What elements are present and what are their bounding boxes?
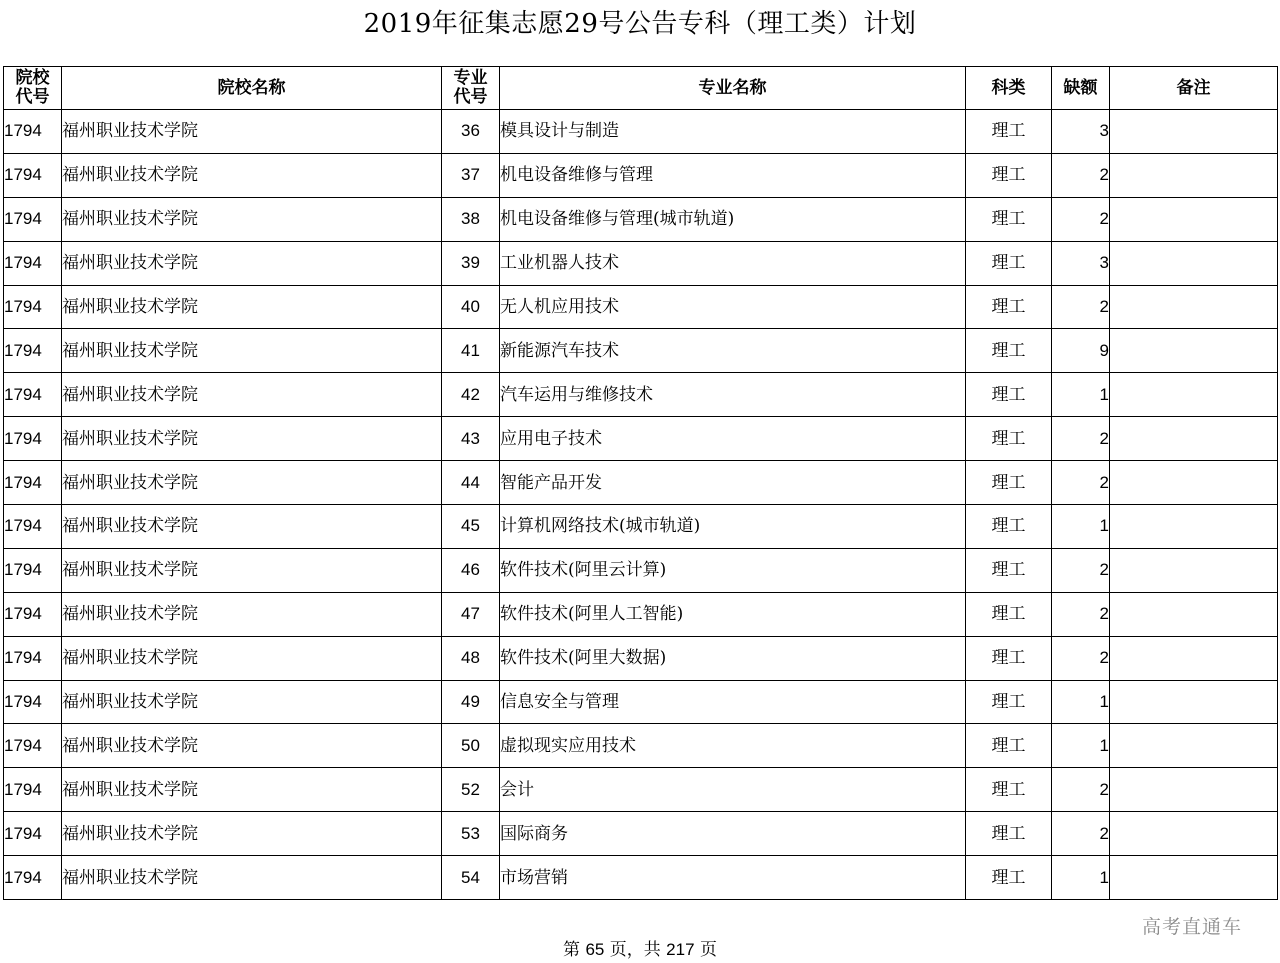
cell-major-name: 新能源汽车技术 xyxy=(500,329,966,373)
cell-school-code: 1794 xyxy=(4,505,62,549)
cell-vacancies: 1 xyxy=(1052,724,1110,768)
cell-major-name: 国际商务 xyxy=(500,812,966,856)
header-remarks: 备注 xyxy=(1110,67,1278,110)
cell-school-name: 福州职业技术学院 xyxy=(62,636,442,680)
cell-category: 理工 xyxy=(966,373,1052,417)
cell-school-code: 1794 xyxy=(4,680,62,724)
cell-major-name: 计算机网络技术(城市轨道) xyxy=(500,505,966,549)
cell-remarks xyxy=(1110,768,1278,812)
cell-school-code: 1794 xyxy=(4,636,62,680)
table-row xyxy=(4,461,1278,505)
cell-major-code: 43 xyxy=(442,417,500,461)
plan-table xyxy=(3,66,1278,900)
cell-school-code: 1794 xyxy=(4,461,62,505)
cell-major-name: 市场营销 xyxy=(500,856,966,900)
cell-major-name: 软件技术(阿里云计算) xyxy=(500,548,966,592)
cell-school-code: 1794 xyxy=(4,329,62,373)
cell-remarks xyxy=(1110,812,1278,856)
cell-category: 理工 xyxy=(966,197,1052,241)
page-footer xyxy=(0,938,1280,962)
cell-vacancies: 2 xyxy=(1052,768,1110,812)
cell-vacancies: 1 xyxy=(1052,856,1110,900)
table-header xyxy=(4,67,1278,110)
cell-major-name: 工业机器人技术 xyxy=(500,241,966,285)
cell-vacancies: 3 xyxy=(1052,110,1110,154)
cell-school-code: 1794 xyxy=(4,110,62,154)
watermark-text: 高考直通车 xyxy=(1142,916,1243,938)
cell-remarks xyxy=(1110,110,1278,154)
cell-category: 理工 xyxy=(966,724,1052,768)
cell-category: 理工 xyxy=(966,680,1052,724)
cell-vacancies: 2 xyxy=(1052,812,1110,856)
cell-remarks xyxy=(1110,285,1278,329)
header-school-code-line2: 代号 xyxy=(15,87,50,107)
cell-major-code: 47 xyxy=(442,592,500,636)
cell-vacancies: 1 xyxy=(1052,680,1110,724)
cell-vacancies: 2 xyxy=(1052,197,1110,241)
cell-major-name: 无人机应用技术 xyxy=(500,285,966,329)
cell-remarks xyxy=(1110,197,1278,241)
footer-prefix: 第 xyxy=(563,940,581,960)
cell-major-name: 信息安全与管理 xyxy=(500,680,966,724)
footer-mid: 页，共 xyxy=(609,940,661,960)
table-row xyxy=(4,548,1278,592)
footer-total-pages: 217 xyxy=(666,940,695,959)
cell-school-code: 1794 xyxy=(4,241,62,285)
cell-school-code: 1794 xyxy=(4,724,62,768)
cell-vacancies: 1 xyxy=(1052,505,1110,549)
cell-vacancies: 9 xyxy=(1052,329,1110,373)
cell-vacancies: 2 xyxy=(1052,636,1110,680)
cell-major-name: 机电设备维修与管理(城市轨道) xyxy=(500,197,966,241)
cell-major-name: 应用电子技术 xyxy=(500,417,966,461)
cell-remarks xyxy=(1110,153,1278,197)
table-row xyxy=(4,417,1278,461)
cell-remarks xyxy=(1110,680,1278,724)
cell-major-name: 虚拟现实应用技术 xyxy=(500,724,966,768)
cell-school-name: 福州职业技术学院 xyxy=(62,373,442,417)
cell-school-name: 福州职业技术学院 xyxy=(62,285,442,329)
cell-major-name: 智能产品开发 xyxy=(500,461,966,505)
cell-school-name: 福州职业技术学院 xyxy=(62,153,442,197)
cell-remarks xyxy=(1110,373,1278,417)
cell-major-code: 54 xyxy=(442,856,500,900)
cell-category: 理工 xyxy=(966,285,1052,329)
cell-major-name: 模具设计与制造 xyxy=(500,110,966,154)
header-major-code-line1: 专业 xyxy=(453,68,488,88)
cell-major-name: 机电设备维修与管理 xyxy=(500,153,966,197)
cell-major-code: 41 xyxy=(442,329,500,373)
cell-category: 理工 xyxy=(966,856,1052,900)
cell-school-name: 福州职业技术学院 xyxy=(62,461,442,505)
cell-vacancies: 2 xyxy=(1052,592,1110,636)
footer-suffix: 页 xyxy=(699,940,717,960)
cell-vacancies: 2 xyxy=(1052,461,1110,505)
cell-school-code: 1794 xyxy=(4,373,62,417)
table-row xyxy=(4,329,1278,373)
cell-vacancies: 2 xyxy=(1052,548,1110,592)
cell-major-code: 49 xyxy=(442,680,500,724)
header-major-code-line2: 代号 xyxy=(453,87,488,107)
cell-school-name: 福州职业技术学院 xyxy=(62,548,442,592)
cell-school-name: 福州职业技术学院 xyxy=(62,592,442,636)
cell-category: 理工 xyxy=(966,812,1052,856)
cell-school-code: 1794 xyxy=(4,856,62,900)
cell-category: 理工 xyxy=(966,592,1052,636)
cell-school-code: 1794 xyxy=(4,285,62,329)
table-row xyxy=(4,110,1278,154)
page-title: 2019年征集志愿29号公告专科（理工类）计划 xyxy=(363,9,917,39)
header-major-name: 专业名称 xyxy=(500,67,966,110)
cell-category: 理工 xyxy=(966,768,1052,812)
cell-school-code: 1794 xyxy=(4,592,62,636)
cell-vacancies: 1 xyxy=(1052,373,1110,417)
cell-major-code: 39 xyxy=(442,241,500,285)
cell-school-name: 福州职业技术学院 xyxy=(62,856,442,900)
cell-category: 理工 xyxy=(966,241,1052,285)
table-body xyxy=(4,110,1278,900)
cell-school-code: 1794 xyxy=(4,197,62,241)
table-row xyxy=(4,812,1278,856)
header-school-code-line1: 院校 xyxy=(15,68,50,88)
cell-category: 理工 xyxy=(966,417,1052,461)
table-row xyxy=(4,197,1278,241)
cell-major-code: 50 xyxy=(442,724,500,768)
cell-remarks xyxy=(1110,724,1278,768)
cell-school-name: 福州职业技术学院 xyxy=(62,768,442,812)
cell-major-code: 52 xyxy=(442,768,500,812)
table-row xyxy=(4,153,1278,197)
cell-major-code: 46 xyxy=(442,548,500,592)
header-vacancies: 缺额 xyxy=(1052,67,1110,110)
table-row xyxy=(4,592,1278,636)
cell-school-name: 福州职业技术学院 xyxy=(62,812,442,856)
cell-school-code: 1794 xyxy=(4,153,62,197)
cell-school-name: 福州职业技术学院 xyxy=(62,680,442,724)
cell-school-name: 福州职业技术学院 xyxy=(62,505,442,549)
cell-school-name: 福州职业技术学院 xyxy=(62,417,442,461)
cell-category: 理工 xyxy=(966,110,1052,154)
cell-school-name: 福州职业技术学院 xyxy=(62,241,442,285)
footer-current-page: 65 xyxy=(585,940,605,959)
cell-school-name: 福州职业技术学院 xyxy=(62,197,442,241)
cell-major-code: 40 xyxy=(442,285,500,329)
cell-major-code: 48 xyxy=(442,636,500,680)
cell-category: 理工 xyxy=(966,329,1052,373)
cell-school-code: 1794 xyxy=(4,768,62,812)
cell-school-code: 1794 xyxy=(4,417,62,461)
cell-major-code: 44 xyxy=(442,461,500,505)
header-major-code xyxy=(442,67,500,110)
cell-school-code: 1794 xyxy=(4,548,62,592)
cell-major-name: 会计 xyxy=(500,768,966,812)
table-row xyxy=(4,856,1278,900)
cell-category: 理工 xyxy=(966,636,1052,680)
cell-remarks xyxy=(1110,461,1278,505)
cell-school-code: 1794 xyxy=(4,812,62,856)
cell-vacancies: 2 xyxy=(1052,285,1110,329)
cell-major-code: 37 xyxy=(442,153,500,197)
cell-major-code: 38 xyxy=(442,197,500,241)
cell-category: 理工 xyxy=(966,505,1052,549)
cell-vacancies: 2 xyxy=(1052,417,1110,461)
cell-major-code: 53 xyxy=(442,812,500,856)
cell-major-name: 汽车运用与维修技术 xyxy=(500,373,966,417)
cell-remarks xyxy=(1110,329,1278,373)
cell-major-name: 软件技术(阿里人工智能) xyxy=(500,592,966,636)
cell-remarks xyxy=(1110,241,1278,285)
cell-vacancies: 3 xyxy=(1052,241,1110,285)
cell-major-code: 45 xyxy=(442,505,500,549)
table-row xyxy=(4,241,1278,285)
header-row xyxy=(4,67,1278,110)
cell-school-name: 福州职业技术学院 xyxy=(62,724,442,768)
cell-remarks xyxy=(1110,417,1278,461)
cell-remarks xyxy=(1110,856,1278,900)
cell-school-name: 福州职业技术学院 xyxy=(62,110,442,154)
cell-remarks xyxy=(1110,505,1278,549)
cell-school-name: 福州职业技术学院 xyxy=(62,329,442,373)
cell-major-name: 软件技术(阿里大数据) xyxy=(500,636,966,680)
cell-major-code: 42 xyxy=(442,373,500,417)
table-row xyxy=(4,285,1278,329)
cell-vacancies: 2 xyxy=(1052,153,1110,197)
table-row xyxy=(4,636,1278,680)
table-row xyxy=(4,373,1278,417)
header-school-name: 院校名称 xyxy=(62,67,442,110)
table-row xyxy=(4,724,1278,768)
cell-category: 理工 xyxy=(966,548,1052,592)
header-category: 科类 xyxy=(966,67,1052,110)
cell-remarks xyxy=(1110,548,1278,592)
cell-category: 理工 xyxy=(966,153,1052,197)
cell-remarks xyxy=(1110,636,1278,680)
cell-category: 理工 xyxy=(966,461,1052,505)
cell-remarks xyxy=(1110,592,1278,636)
table-row xyxy=(4,680,1278,724)
table-row xyxy=(4,505,1278,549)
cell-major-code: 36 xyxy=(442,110,500,154)
header-school-code xyxy=(4,67,62,110)
table-row xyxy=(4,768,1278,812)
